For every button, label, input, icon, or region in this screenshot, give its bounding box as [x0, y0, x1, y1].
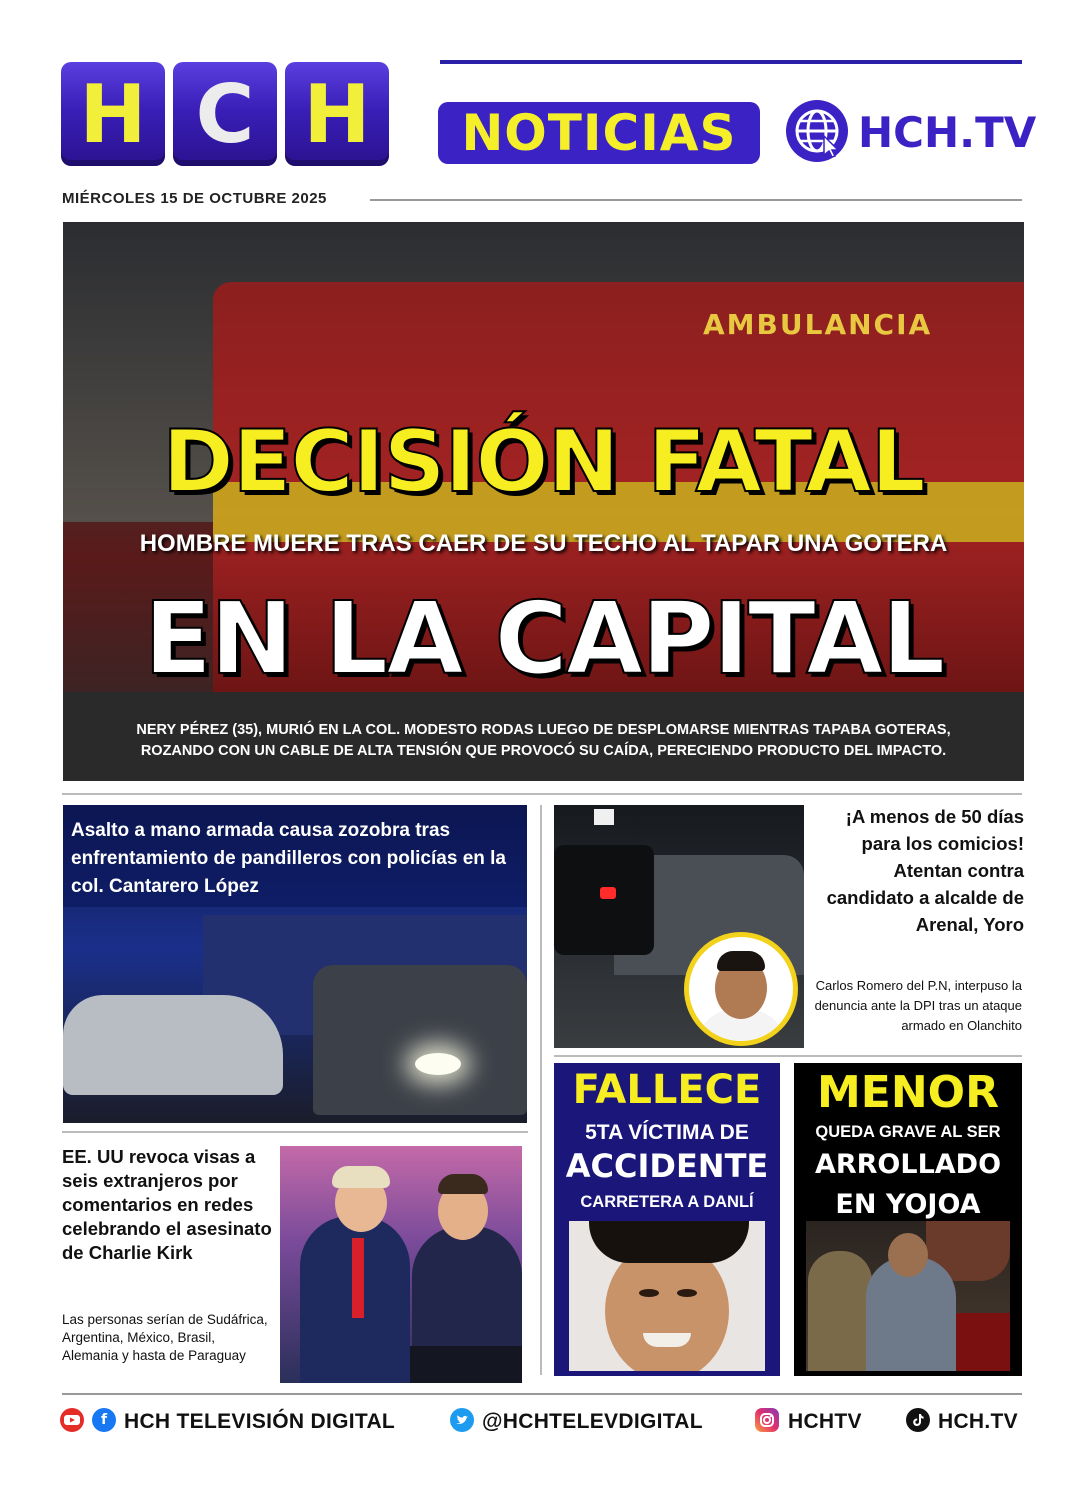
wall-sign [594, 809, 614, 825]
facebook-icon[interactable]: f [92, 1408, 116, 1432]
footer-instagram[interactable]: HCHTV [788, 1410, 862, 1433]
car-shape [63, 995, 283, 1095]
truck-shape [313, 965, 527, 1115]
story-accident-big2: ACCIDENTE [565, 1147, 769, 1185]
hero-subheadline: HOMBRE MUERE TRAS CAER DE SU TECHO AL TAPAR UNA GOTERA [139, 530, 948, 557]
story-candidate-subtitle: Carlos Romero del P.N, interpuso la denuncia ante la DPI tras un ataque armado en Olanchito [814, 978, 1022, 1033]
scene-officer [808, 1251, 872, 1371]
scene-car [956, 1313, 1010, 1371]
figure-left-hair [332, 1166, 390, 1188]
story-accident-small: CARRETERA A DANLÍ [580, 1193, 754, 1211]
story-visas-photo[interactable] [280, 1146, 522, 1383]
twitter-icon[interactable] [450, 1408, 474, 1432]
ambulance-label: AMBULANCIA [703, 308, 933, 341]
story-accident-big: FALLECE [572, 1067, 762, 1113]
scene-person-head [888, 1233, 928, 1277]
tiktok-icon[interactable] [906, 1408, 930, 1432]
headlight-glow [415, 1053, 461, 1075]
footer-tiktok[interactable]: HCH.TV [938, 1410, 1018, 1433]
story-minor-big: MENOR [817, 1067, 999, 1118]
story-assault[interactable] [63, 805, 527, 1123]
date-rule [370, 199, 1022, 201]
podium [410, 1346, 522, 1383]
victim-smile [643, 1333, 691, 1347]
logo-letter-c: C [173, 62, 277, 166]
hero-headline-bottom: EN LA CAPITAL [143, 580, 944, 697]
story-minor-mid: QUEDA GRAVE AL SER [815, 1123, 1001, 1141]
figure-right-hair [438, 1174, 488, 1194]
story-visas-title[interactable]: EE. UU revoca visas a seis extranjeros por comentarios en redes celebrando el asesinato de Charlie Kirk [62, 1146, 272, 1263]
section-label: NOTICIAS [438, 102, 760, 164]
site-url[interactable]: HCH.TV [858, 108, 1037, 157]
hero-caption-line2: ROZANDO CON UN CABLE DE ALTA TENSIÓN QUE PROVOCÓ SU CAÍDA, PERECIENDO PRODUCTO DEL IMPACTO. [140, 743, 947, 759]
story-minor-big2: ARROLLADO [814, 1149, 1002, 1180]
logo-letter-h1: H [61, 62, 165, 166]
victim-eye-right [677, 1289, 697, 1297]
story-candidate-title[interactable]: ¡A menos de 50 días para los comicios! Atentan contra candidato a alcalde de Arenal, Yoro [826, 806, 1024, 935]
story-minor[interactable] [794, 1063, 1022, 1376]
story-divider-right [554, 1055, 1022, 1057]
story-minor-photo [806, 1221, 1010, 1371]
story-divider-left [62, 1131, 528, 1133]
hero-caption [63, 720, 1024, 762]
hero-story[interactable] [63, 222, 1024, 781]
victim-portrait [569, 1221, 765, 1371]
story-assault-title: Asalto a mano armada causa zozobra tras enfrentamiento de pandilleros con policías en la col. Cantarero López [63, 805, 527, 907]
instagram-icon[interactable] [755, 1408, 779, 1432]
story-minor-big3: EN YOJOA [835, 1189, 981, 1220]
portrait-hair [717, 951, 765, 971]
footer-facebook-youtube[interactable]: HCH TELEVISIÓN DIGITAL [124, 1410, 396, 1433]
hero-caption-line1: NERY PÉREZ (35), MURIÓ EN LA COL. MODESTO RODAS LUEGO DE DESPLOMARSE MIENTRAS TAPABA GOTERAS, [136, 722, 951, 738]
red-tie [352, 1238, 364, 1318]
story-accident-mid: 5TA VÍCTIMA DE [585, 1121, 749, 1144]
issue-date: MIÉRCOLES 15 DE OCTUBRE 2025 [62, 190, 327, 207]
logo-letter-h2: H [285, 62, 389, 166]
youtube-icon[interactable] [60, 1408, 84, 1432]
column-divider [540, 805, 542, 1375]
taillight [600, 887, 616, 899]
story-accident[interactable] [554, 1063, 780, 1376]
story-visas-subtitle: Las personas serían de Sudáfrica, Argentina, México, Brasil, Alemania y hasta de Paraguay [62, 1312, 268, 1363]
footer-rule [62, 1393, 1022, 1395]
hero-headline-top: DECISIÓN FATAL [162, 412, 925, 512]
candidate-portrait [684, 932, 798, 1046]
victim-hair [589, 1221, 749, 1263]
section-divider [62, 793, 1022, 795]
footer-twitter[interactable]: @HCHTELEVDIGITAL [482, 1410, 703, 1433]
globe-icon [786, 100, 848, 162]
suv-shape [554, 845, 654, 955]
header-rule [440, 60, 1022, 64]
victim-eye-left [639, 1289, 659, 1297]
